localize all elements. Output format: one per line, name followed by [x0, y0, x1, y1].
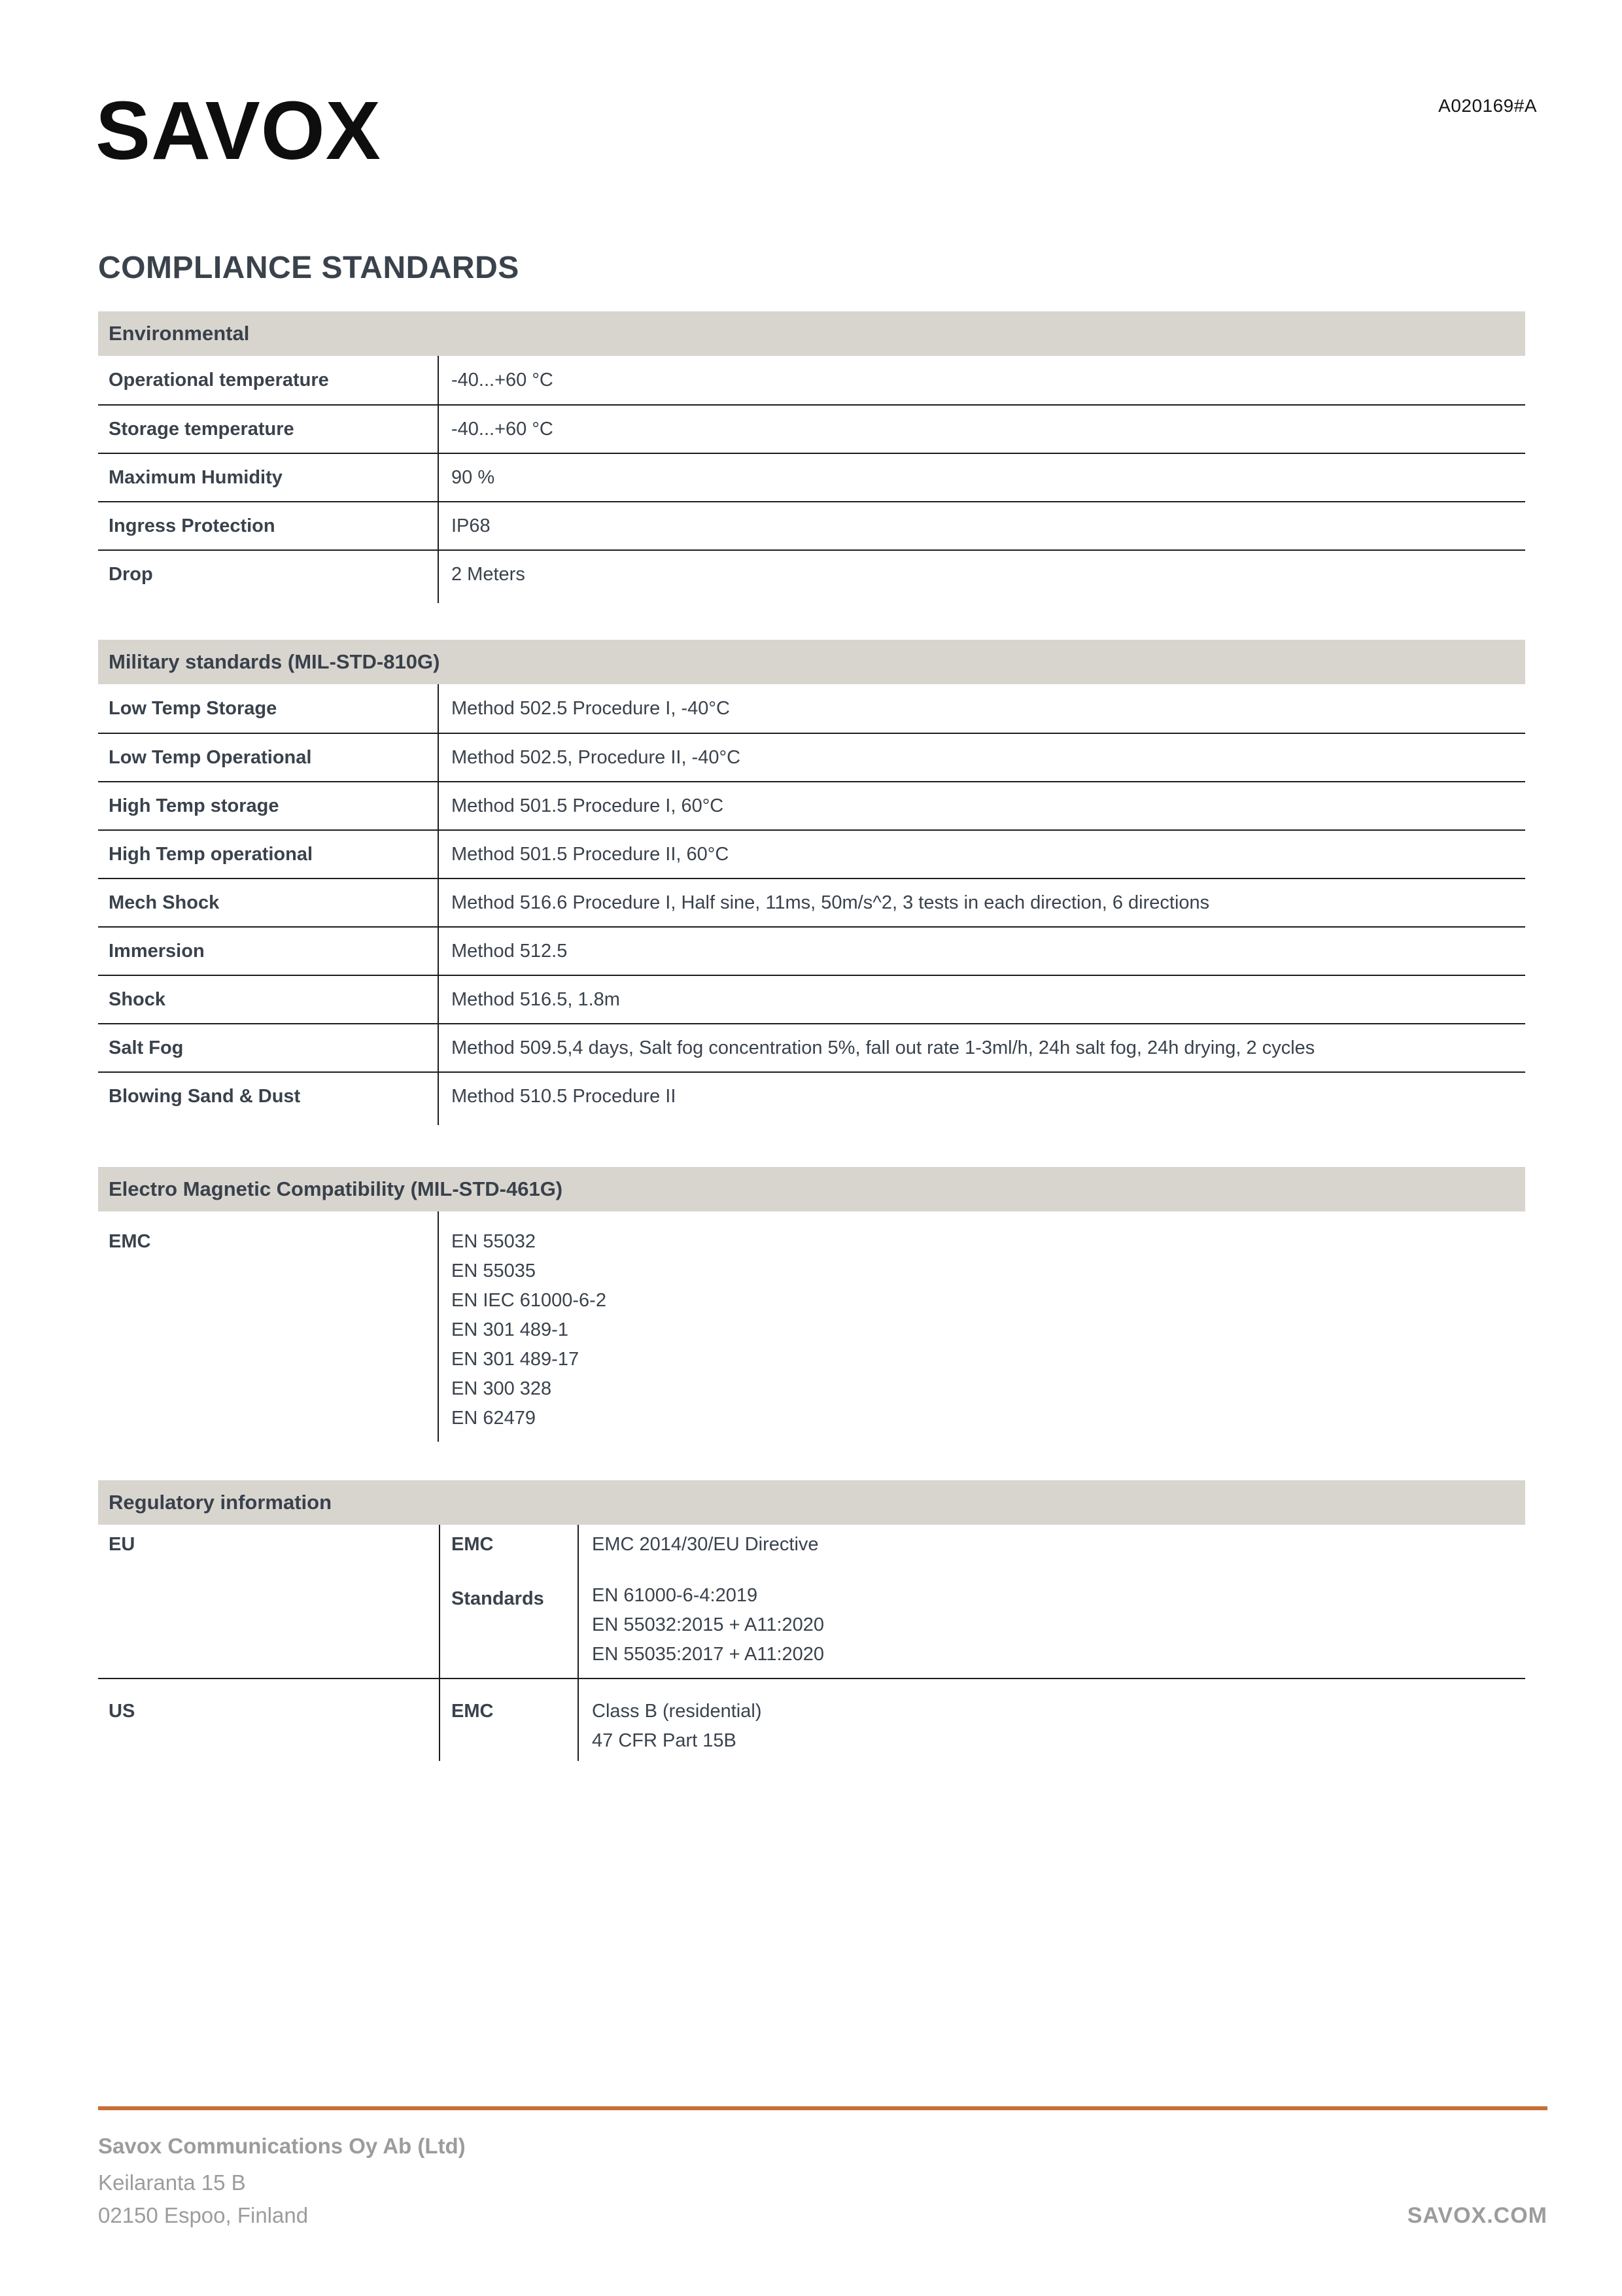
military-table-rows [98, 684, 1525, 1120]
environmental-table-rows [98, 356, 1525, 598]
emc-standard-line: EN 55035 [451, 1261, 536, 1281]
emc-standards-list [438, 1227, 606, 1433]
region-label: US [109, 1701, 135, 1722]
document-code: A020169#A [1438, 96, 1537, 116]
value-line: Class B (residential) [592, 1701, 762, 1722]
table-row [98, 1211, 1525, 1433]
table-row [98, 1023, 1525, 1071]
environmental-table-title: Environmental [109, 322, 250, 345]
table-row [98, 829, 1525, 878]
group-value: EMC 2014/30/EU Directive [592, 1534, 819, 1555]
table-row [98, 975, 1525, 1023]
table-row [98, 781, 1525, 829]
row-label: EMC [109, 1231, 151, 1252]
group-values [592, 1697, 761, 1756]
region-label: EU [109, 1534, 135, 1555]
row-value: Method 512.5 [451, 940, 568, 962]
row-value: Method 516.6 Procedure I, Half sine, 11ms, 50m/s^2, 3 tests in each direction, 6 directions [451, 892, 1210, 913]
row-value: -40...+60 °C [451, 418, 553, 440]
savox-logo: SAVOX [95, 84, 381, 177]
footer-company-name: Savox Communications Oy Ab (Ltd) [98, 2134, 466, 2158]
emc-table-header [98, 1167, 1525, 1211]
row-value: IP68 [451, 515, 491, 536]
table-row [98, 926, 1525, 975]
column-divider [438, 1211, 439, 1442]
column-divider [438, 684, 439, 1125]
table-row [98, 549, 1525, 598]
row-label: Blowing Sand & Dust [109, 1085, 301, 1107]
column-divider [578, 1525, 579, 1761]
standard-line: EN 61000-6-4:2019 [592, 1585, 758, 1606]
table-row [98, 733, 1525, 781]
emc-table [98, 1167, 1525, 1433]
row-value: -40...+60 °C [451, 369, 553, 391]
value-line: 47 CFR Part 15B [592, 1730, 736, 1751]
regulatory-table [98, 1480, 1525, 1762]
table-row [98, 1071, 1525, 1120]
row-label: Shock [109, 988, 166, 1010]
emc-standard-line: EN 301 489-17 [451, 1349, 579, 1370]
emc-standard-line: EN 62479 [451, 1408, 536, 1429]
regulatory-table-title: Regulatory information [109, 1491, 332, 1514]
row-value: 90 % [451, 466, 495, 488]
standards-list [592, 1581, 824, 1669]
row-label: Mech Shock [109, 892, 220, 913]
row-label: Storage temperature [109, 418, 294, 440]
row-label: Salt Fog [109, 1037, 184, 1058]
emc-standard-line: EN 301 489-1 [451, 1319, 568, 1340]
table-row [98, 684, 1525, 733]
row-value: Method 501.5 Procedure II, 60°C [451, 843, 729, 865]
row-label: Maximum Humidity [109, 466, 283, 488]
row-label: High Temp storage [109, 795, 279, 816]
regulatory-table-header [98, 1480, 1525, 1525]
row-value: Method 502.5, Procedure II, -40°C [451, 746, 741, 768]
military-standards-table [98, 640, 1525, 1120]
military-table-header [98, 640, 1525, 684]
row-label: Immersion [109, 940, 205, 962]
row-label: Low Temp Storage [109, 697, 277, 719]
row-value: Method 516.5, 1.8m [451, 988, 620, 1010]
table-row [98, 404, 1525, 453]
table-row [98, 878, 1525, 926]
footer-accent-rule [98, 2106, 1547, 2110]
row-value: Method 501.5 Procedure I, 60°C [451, 795, 724, 816]
table-row [98, 356, 1525, 404]
group-label: EMC [451, 1701, 494, 1722]
standard-line: EN 55032:2015 + A11:2020 [592, 1614, 825, 1635]
row-label: Drop [109, 563, 153, 585]
page-title: COMPLIANCE STANDARDS [98, 251, 519, 285]
column-divider [438, 356, 439, 603]
emc-standard-line: EN 55032 [451, 1231, 536, 1252]
standard-line: EN 55035:2017 + A11:2020 [592, 1644, 825, 1665]
emc-table-title: Electro Magnetic Compatibility (MIL-STD-461G) [109, 1177, 563, 1200]
row-value: Method 509.5,4 days, Salt fog concentration 5%, fall out rate 1-3ml/h, 24h salt fog, 24h drying, 2 cycles [451, 1037, 1315, 1058]
group-label: Standards [451, 1588, 544, 1609]
row-label: High Temp operational [109, 843, 313, 865]
table-row [98, 501, 1525, 549]
footer-address-line1: Keilaranta 15 B [98, 2170, 246, 2195]
row-value: 2 Meters [451, 563, 525, 585]
military-table-title: Military standards (MIL-STD-810G) [109, 650, 440, 673]
regulatory-row-eu [98, 1525, 1525, 1678]
footer-address-line2: 02150 Espoo, Finland [98, 2203, 309, 2227]
row-label: Low Temp Operational [109, 746, 312, 768]
environmental-table [98, 311, 1525, 598]
row-label: Operational temperature [109, 369, 329, 391]
column-divider [439, 1525, 440, 1761]
emc-standard-line: EN 300 328 [451, 1378, 552, 1399]
row-value: Method 510.5 Procedure II [451, 1085, 676, 1107]
table-row [98, 453, 1525, 501]
group-label: EMC [451, 1534, 494, 1555]
footer-website: SAVOX.COM [1407, 2203, 1547, 2228]
regulatory-row-us [98, 1678, 1525, 1762]
emc-standard-line: EN IEC 61000-6-2 [451, 1290, 606, 1311]
row-value: Method 502.5 Procedure I, -40°C [451, 697, 730, 719]
row-label: Ingress Protection [109, 515, 275, 536]
environmental-table-header [98, 311, 1525, 356]
